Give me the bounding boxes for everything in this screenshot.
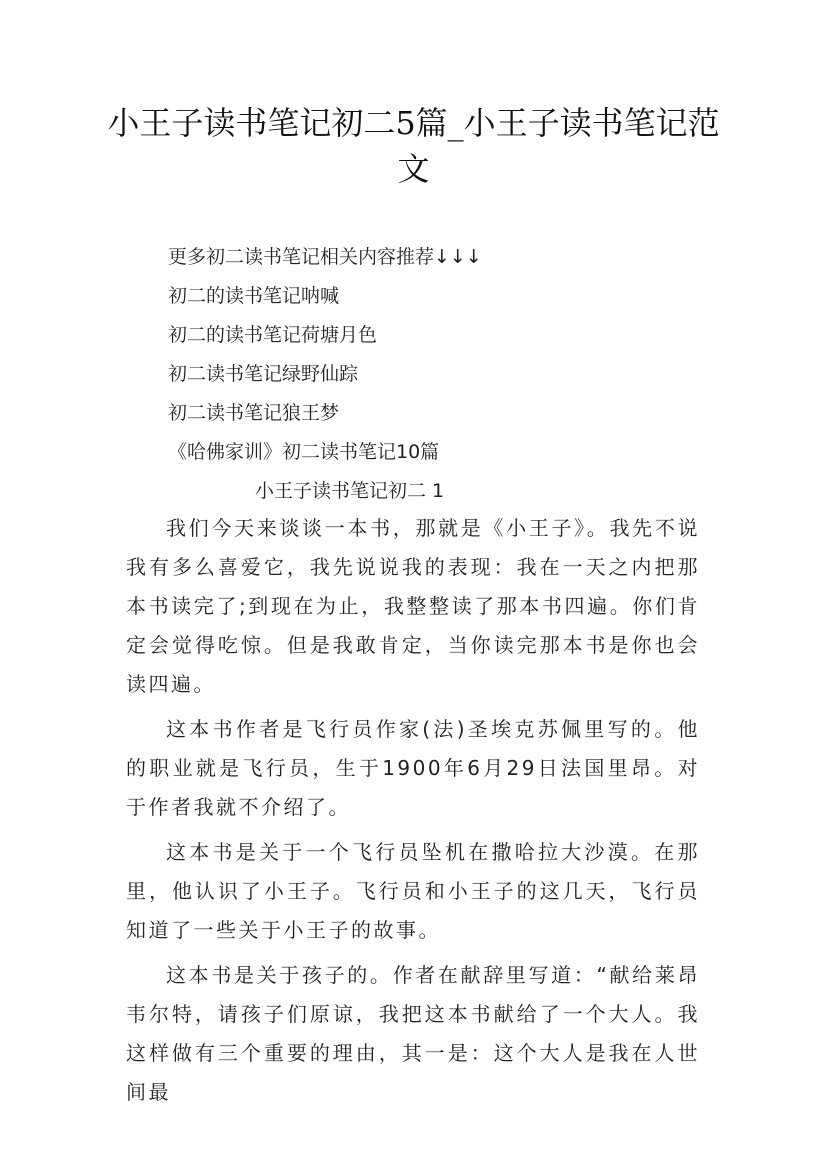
related-link-item[interactable]: 初二读书笔记狼王梦 (168, 402, 340, 424)
related-link-item[interactable]: 《哈佛家训》初二读书笔记10篇 (168, 441, 440, 463)
article-body (126, 509, 700, 1118)
body-paragraph: 这本书作者是飞行员作家(法)圣埃克苏佩里写的。他的职业就是飞行员，生于1900年6月29日法国里昂。对于作者我就不介绍了。 (126, 717, 700, 819)
body-paragraph: 这本书是关于一个飞行员坠机在撒哈拉大沙漠。在那里，他认识了小王子。飞行员和小王子的这几天，飞行员知道了一些关于小王子的故事。 (126, 840, 700, 942)
document-title: 小王子读书笔记初二5篇_小王子读书笔记范文 (107, 104, 720, 188)
related-links-header: 更多初二读书笔记相关内容推荐↓↓↓ (168, 246, 482, 268)
related-link-item[interactable]: 初二的读书笔记呐喊 (168, 285, 340, 307)
related-links-list (168, 238, 728, 472)
body-paragraph: 这本书是关于孩子的。作者在献辞里写道：“献给莱昂韦尔特，请孩子们原谅，我把这本书献给了一个大人。我这样做有三个重要的理由，其一是：这个大人是我在人世间最 (126, 963, 700, 1104)
related-link-item[interactable]: 初二读书笔记绿野仙踪 (168, 363, 359, 385)
section-heading: 小王子读书笔记初二 1 (255, 480, 445, 502)
related-link-item[interactable]: 初二的读书笔记荷塘月色 (168, 324, 378, 346)
body-paragraph: 我们今天来谈谈一本书，那就是《小王子》。我先不说我有多么喜爱它，我先说说我的表现：我在一天之内把那本书读完了;到现在为止，我整整读了那本书四遍。你们肯定会觉得吃惊。但是我敢肯定，当你读完那本书是你也会读四遍。 (126, 516, 700, 696)
